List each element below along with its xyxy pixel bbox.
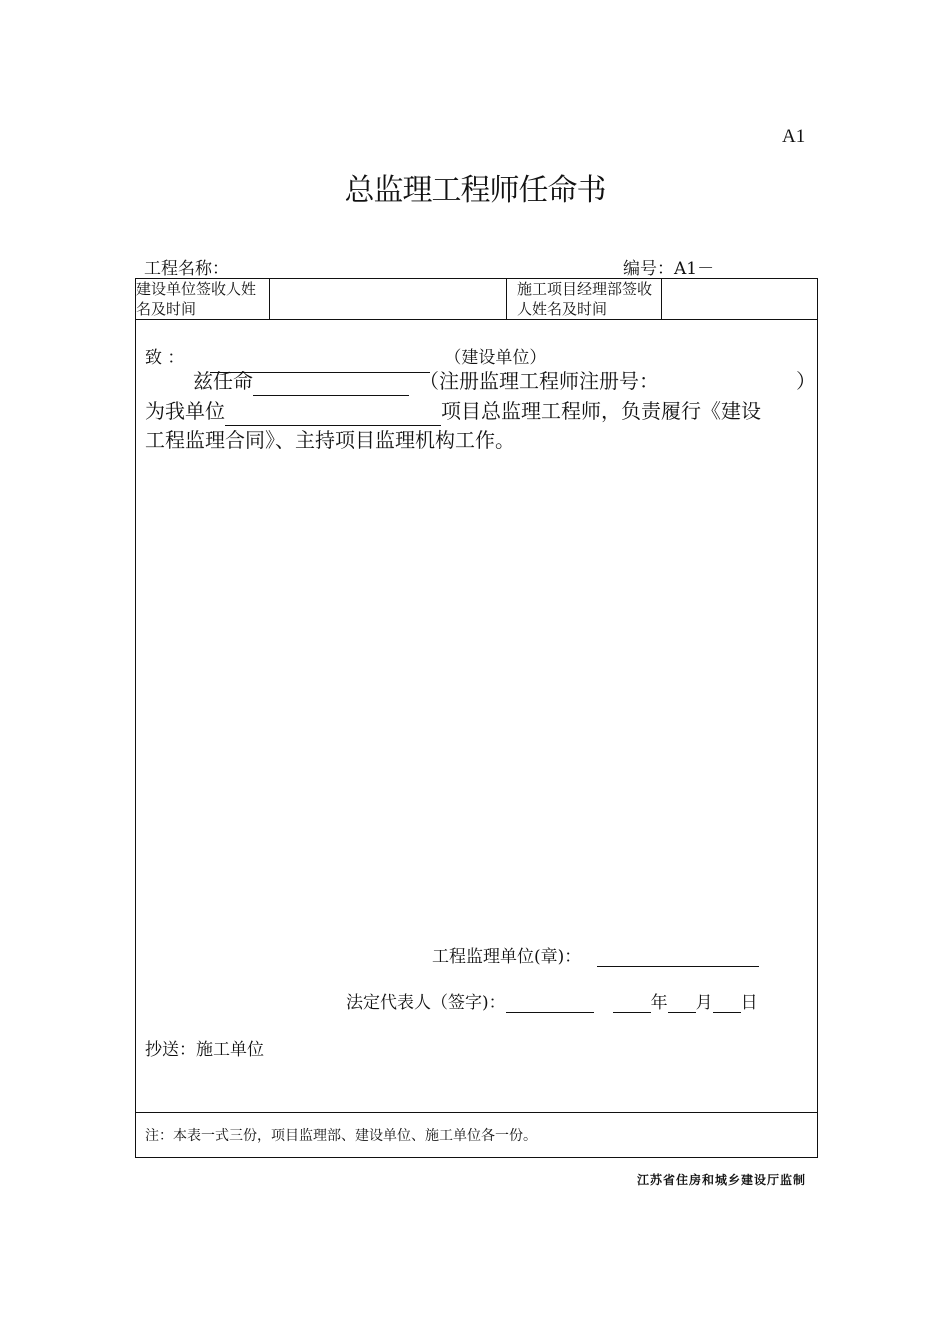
engineer-name-field[interactable]	[253, 377, 409, 396]
day-field[interactable]	[713, 994, 741, 1013]
owner-note: （建设单位）	[444, 348, 547, 368]
pm-sign-label: 施工项目经理部签收人姓名及时间	[507, 279, 662, 320]
cc-line: 抄送：施工单位	[145, 1040, 264, 1060]
owner-sign-field[interactable]	[270, 279, 507, 320]
unit-prefix: 为我单位	[145, 399, 225, 423]
appoint-prefix: 兹任命	[193, 369, 253, 393]
number-label: 编号：A1－	[623, 259, 715, 279]
appointment-body	[136, 320, 818, 1113]
number-row	[623, 254, 780, 279]
unit-seal-field[interactable]	[597, 948, 759, 967]
project-field[interactable]	[225, 407, 441, 426]
rep-row	[346, 988, 758, 1013]
page-title: 总监理工程师任命书	[344, 173, 606, 208]
unit-seal-label: 工程监理单位(章)：	[432, 947, 582, 967]
month-label: 月	[695, 993, 713, 1013]
issuer-text: 江苏省住房和城乡建设厅监制	[636, 1173, 806, 1187]
number-field[interactable]	[714, 260, 780, 279]
appointment-form	[135, 278, 818, 1158]
year-field[interactable]	[613, 994, 651, 1013]
unit-line	[145, 397, 761, 426]
note-line: 注：本表一式三份，项目监理部、建设单位、施工单位各一份。	[136, 1113, 818, 1158]
reg-note-open: （注册监理工程师注册号：	[419, 369, 659, 393]
project-name-row	[144, 254, 497, 279]
rep-label: 法定代表人（签字)：	[346, 993, 506, 1013]
project-name-label: 工程名称：	[144, 259, 229, 279]
reg-note-close: ）	[796, 369, 816, 393]
year-label: 年	[650, 993, 668, 1013]
month-field[interactable]	[668, 994, 696, 1013]
owner-sign-label: 建设单位签收人姓名及时间	[136, 279, 270, 320]
duty-line: 工程监理合同》、主持项目监理机构工作。	[145, 428, 515, 452]
to-label: 致 ：	[145, 348, 185, 368]
appoint-line	[193, 367, 659, 396]
pm-sign-field[interactable]	[662, 279, 818, 320]
project-name-field[interactable]	[229, 260, 497, 279]
rep-sign-field[interactable]	[506, 994, 594, 1013]
unit-seal-row	[432, 942, 759, 967]
form-code: A1	[782, 126, 806, 147]
day-label: 日	[740, 993, 758, 1013]
line2-rest: 项目总监理工程师，负责履行《建设	[441, 399, 761, 423]
